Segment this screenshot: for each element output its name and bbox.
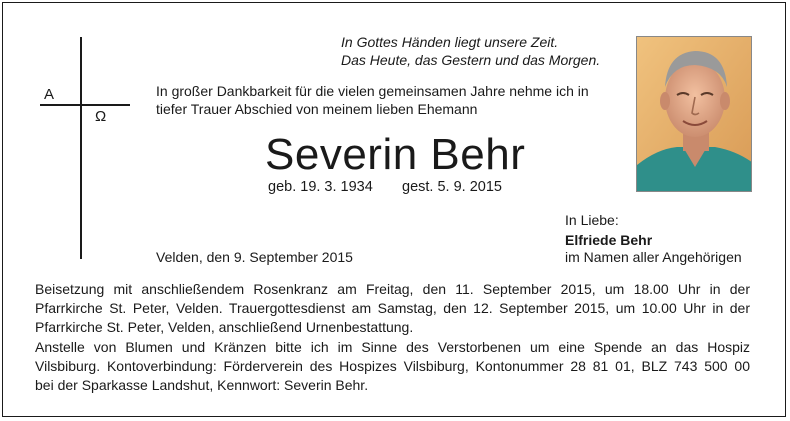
signer-name: Elfriede Behr xyxy=(565,232,653,248)
place-date: Velden, den 9. September 2015 xyxy=(156,249,353,265)
donation-line-3: bei der Sparkasse Landshut, Kennwort: Severin Behr. xyxy=(35,377,369,393)
cross-horizontal-bar xyxy=(40,104,130,106)
donation-details xyxy=(35,338,750,395)
funeral-details xyxy=(35,280,750,337)
in-love-label: In Liebe: xyxy=(565,212,619,228)
intro-line-1: In großer Dankbarkeit für die vielen gemeinsamen Jahre nehme ich in xyxy=(156,83,589,99)
alpha-symbol: A xyxy=(44,86,55,103)
quote-line-1: In Gottes Händen liegt unsere Zeit. xyxy=(341,34,559,50)
relatives-note: im Namen aller Angehörigen xyxy=(565,249,742,265)
donation-line-2: Vilsbiburg. Kontoverbindung: Förderverein des Hospizes Vilsbiburg, Kontonummer 28 81 01, BLZ 743 500 00 xyxy=(35,358,750,374)
intro-line-2: tiefer Trauer Abschied von meinem lieben Ehemann xyxy=(156,101,478,117)
portrait-photo xyxy=(636,36,752,192)
omega-symbol: Ω xyxy=(95,108,107,125)
death-date: gest. 5. 9. 2015 xyxy=(402,179,502,195)
quote-line-2: Das Heute, das Gestern und das Morgen. xyxy=(341,52,601,68)
funeral-line-2: Pfarrkirche St. Peter, Velden. Trauergottesdienst am Samstag, den 12. September 2015, um 10.00 Uhr in der xyxy=(35,300,750,316)
cross-vertical-bar xyxy=(80,37,82,259)
donation-line-1: Anstelle von Blumen und Kränzen bitte ich im Sinne des Verstorbenen um eine Spende an das Hospiz xyxy=(35,339,750,355)
deceased-name: Severin Behr xyxy=(265,130,526,179)
birth-date: geb. 19. 3. 1934 xyxy=(268,179,373,195)
funeral-line-1: Beisetzung mit anschließendem Rosenkranz am Freitag, den 11. September 2015, um 18.00 Uhr in der xyxy=(35,281,750,297)
funeral-line-3: Pfarrkirche St. Peter, Velden, anschließend Urnenbestattung. xyxy=(35,319,414,335)
